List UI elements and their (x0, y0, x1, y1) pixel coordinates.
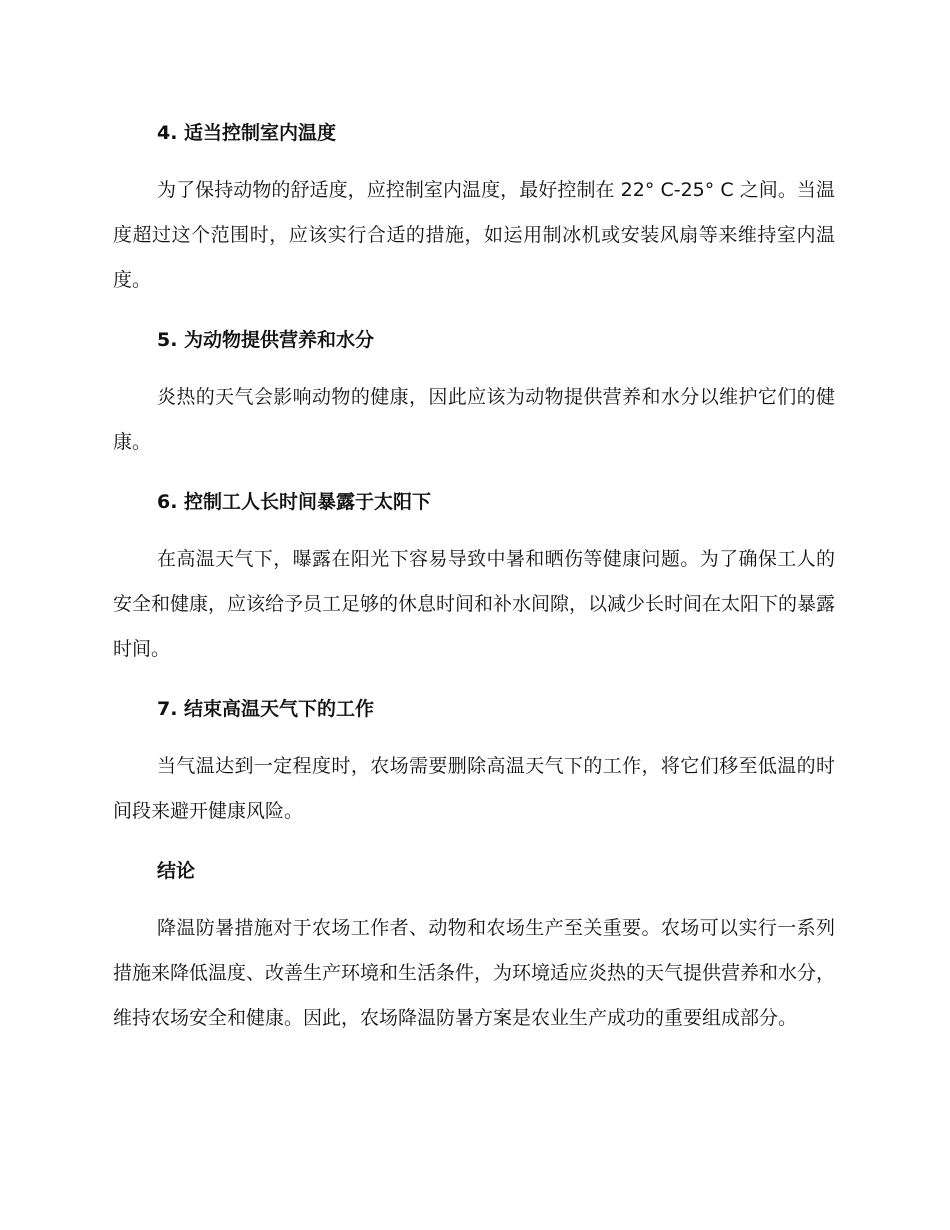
section-body-conclusion: 降温防暑措施对于农场工作者、动物和农场生产至关重要。农场可以实行一系列措施来降低温度、改善生产环境和生活条件，为环境适应炎热的天气提供营养和水分，维持农场安全和健康。因此，农场降温防暑方案是农业生产成功的重要组成部分。 (113, 917, 836, 1029)
section-body-end-work: 当气温达到一定程度时，农场需要删除高温天气下的工作，将它们移至低温的时间段来避开健康风险。 (113, 755, 835, 822)
section-body-temperature: 为了保持动物的舒适度，应控制室内温度，最好控制在 22° C-25° C 之间。当温度超过这个范围时，应该实行合适的措施，如运用制冰机或安装风扇等来维持室内温度。 (113, 179, 835, 291)
section-heading-conclusion: 结论 (157, 860, 196, 882)
section-heading-temperature: 4. 适当控制室内温度 (157, 122, 337, 144)
section-heading-end-work: 7. 结束高温天气下的工作 (157, 698, 375, 720)
section-body-nutrition: 炎热的天气会影响动物的健康，因此应该为动物提供营养和水分以维护它们的健康。 (113, 386, 835, 453)
section-heading-sun-exposure: 6. 控制工人长时间暴露于太阳下 (157, 491, 432, 513)
document-page (113, 112, 835, 1057)
section-heading-nutrition: 5. 为动物提供营养和水分 (157, 329, 375, 351)
section-body-sun-exposure: 在高温天气下，曝露在阳光下容易导致中暑和晒伤等健康问题。为了确保工人的安全和健康，应该给予员工足够的休息时间和补水间隙，以减少长时间在太阳下的暴露时间。 (113, 548, 836, 660)
